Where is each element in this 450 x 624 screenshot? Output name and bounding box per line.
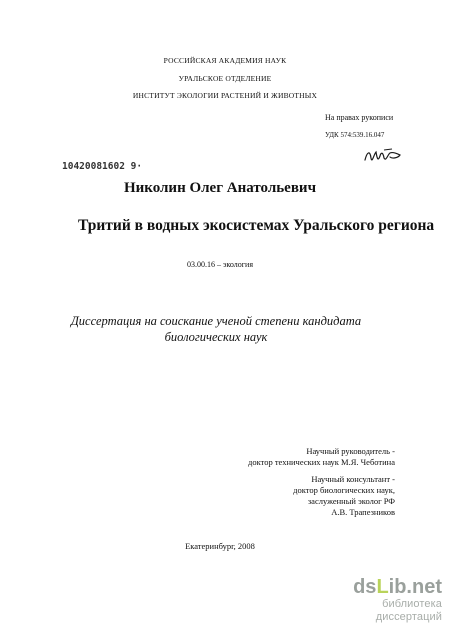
branch-name: УРАЛЬСКОЕ ОТДЕЛЕНИЕ xyxy=(178,74,272,83)
supervisor-role: Научный руководитель - xyxy=(306,446,395,456)
degree-statement-line1: Диссертация на соискание ученой степени кандидата xyxy=(70,314,362,328)
supervisor-name: доктор технических наук М.Я. Чеботина xyxy=(248,457,395,467)
consultant-title: заслуженный эколог РФ xyxy=(307,496,395,506)
dslib-watermark-logo xyxy=(320,576,442,623)
archive-stamp-number xyxy=(62,158,148,172)
consultant-degree: доктор биологических наук, xyxy=(293,485,395,495)
consultant-role: Научный консультант - xyxy=(311,474,395,484)
institute-name: ИНСТИТУТ ЭКОЛОГИИ РАСТЕНИЙ И ЖИВОТНЫХ xyxy=(132,91,318,100)
author-name: Николин Олег Анатольевич xyxy=(123,180,317,196)
academy-name: РОССИЙСКАЯ АКАДЕМИЯ НАУК xyxy=(163,56,287,65)
place-and-year: Екатеринбург, 2008 xyxy=(185,541,255,551)
svg-text:10420081602 9·: 10420081602 9· xyxy=(62,161,143,172)
degree-statement-line2: биологических наук xyxy=(164,330,268,344)
udk-code: УДК 574:539.16.047 xyxy=(325,131,385,139)
dslib-logo-text: dsLib.net xyxy=(353,576,442,598)
consultant-name: А.В. Трапезников xyxy=(331,507,395,517)
manuscript-note: На правах рукописи xyxy=(325,113,394,122)
handwritten-signature xyxy=(362,146,404,168)
dslib-logo-subtitle: библиотека диссертаций xyxy=(375,598,442,623)
specialty-code: 03.00.16 – экология xyxy=(186,260,254,269)
dissertation-title: Тритий в водных экосистемах Уральского региона xyxy=(78,217,435,234)
